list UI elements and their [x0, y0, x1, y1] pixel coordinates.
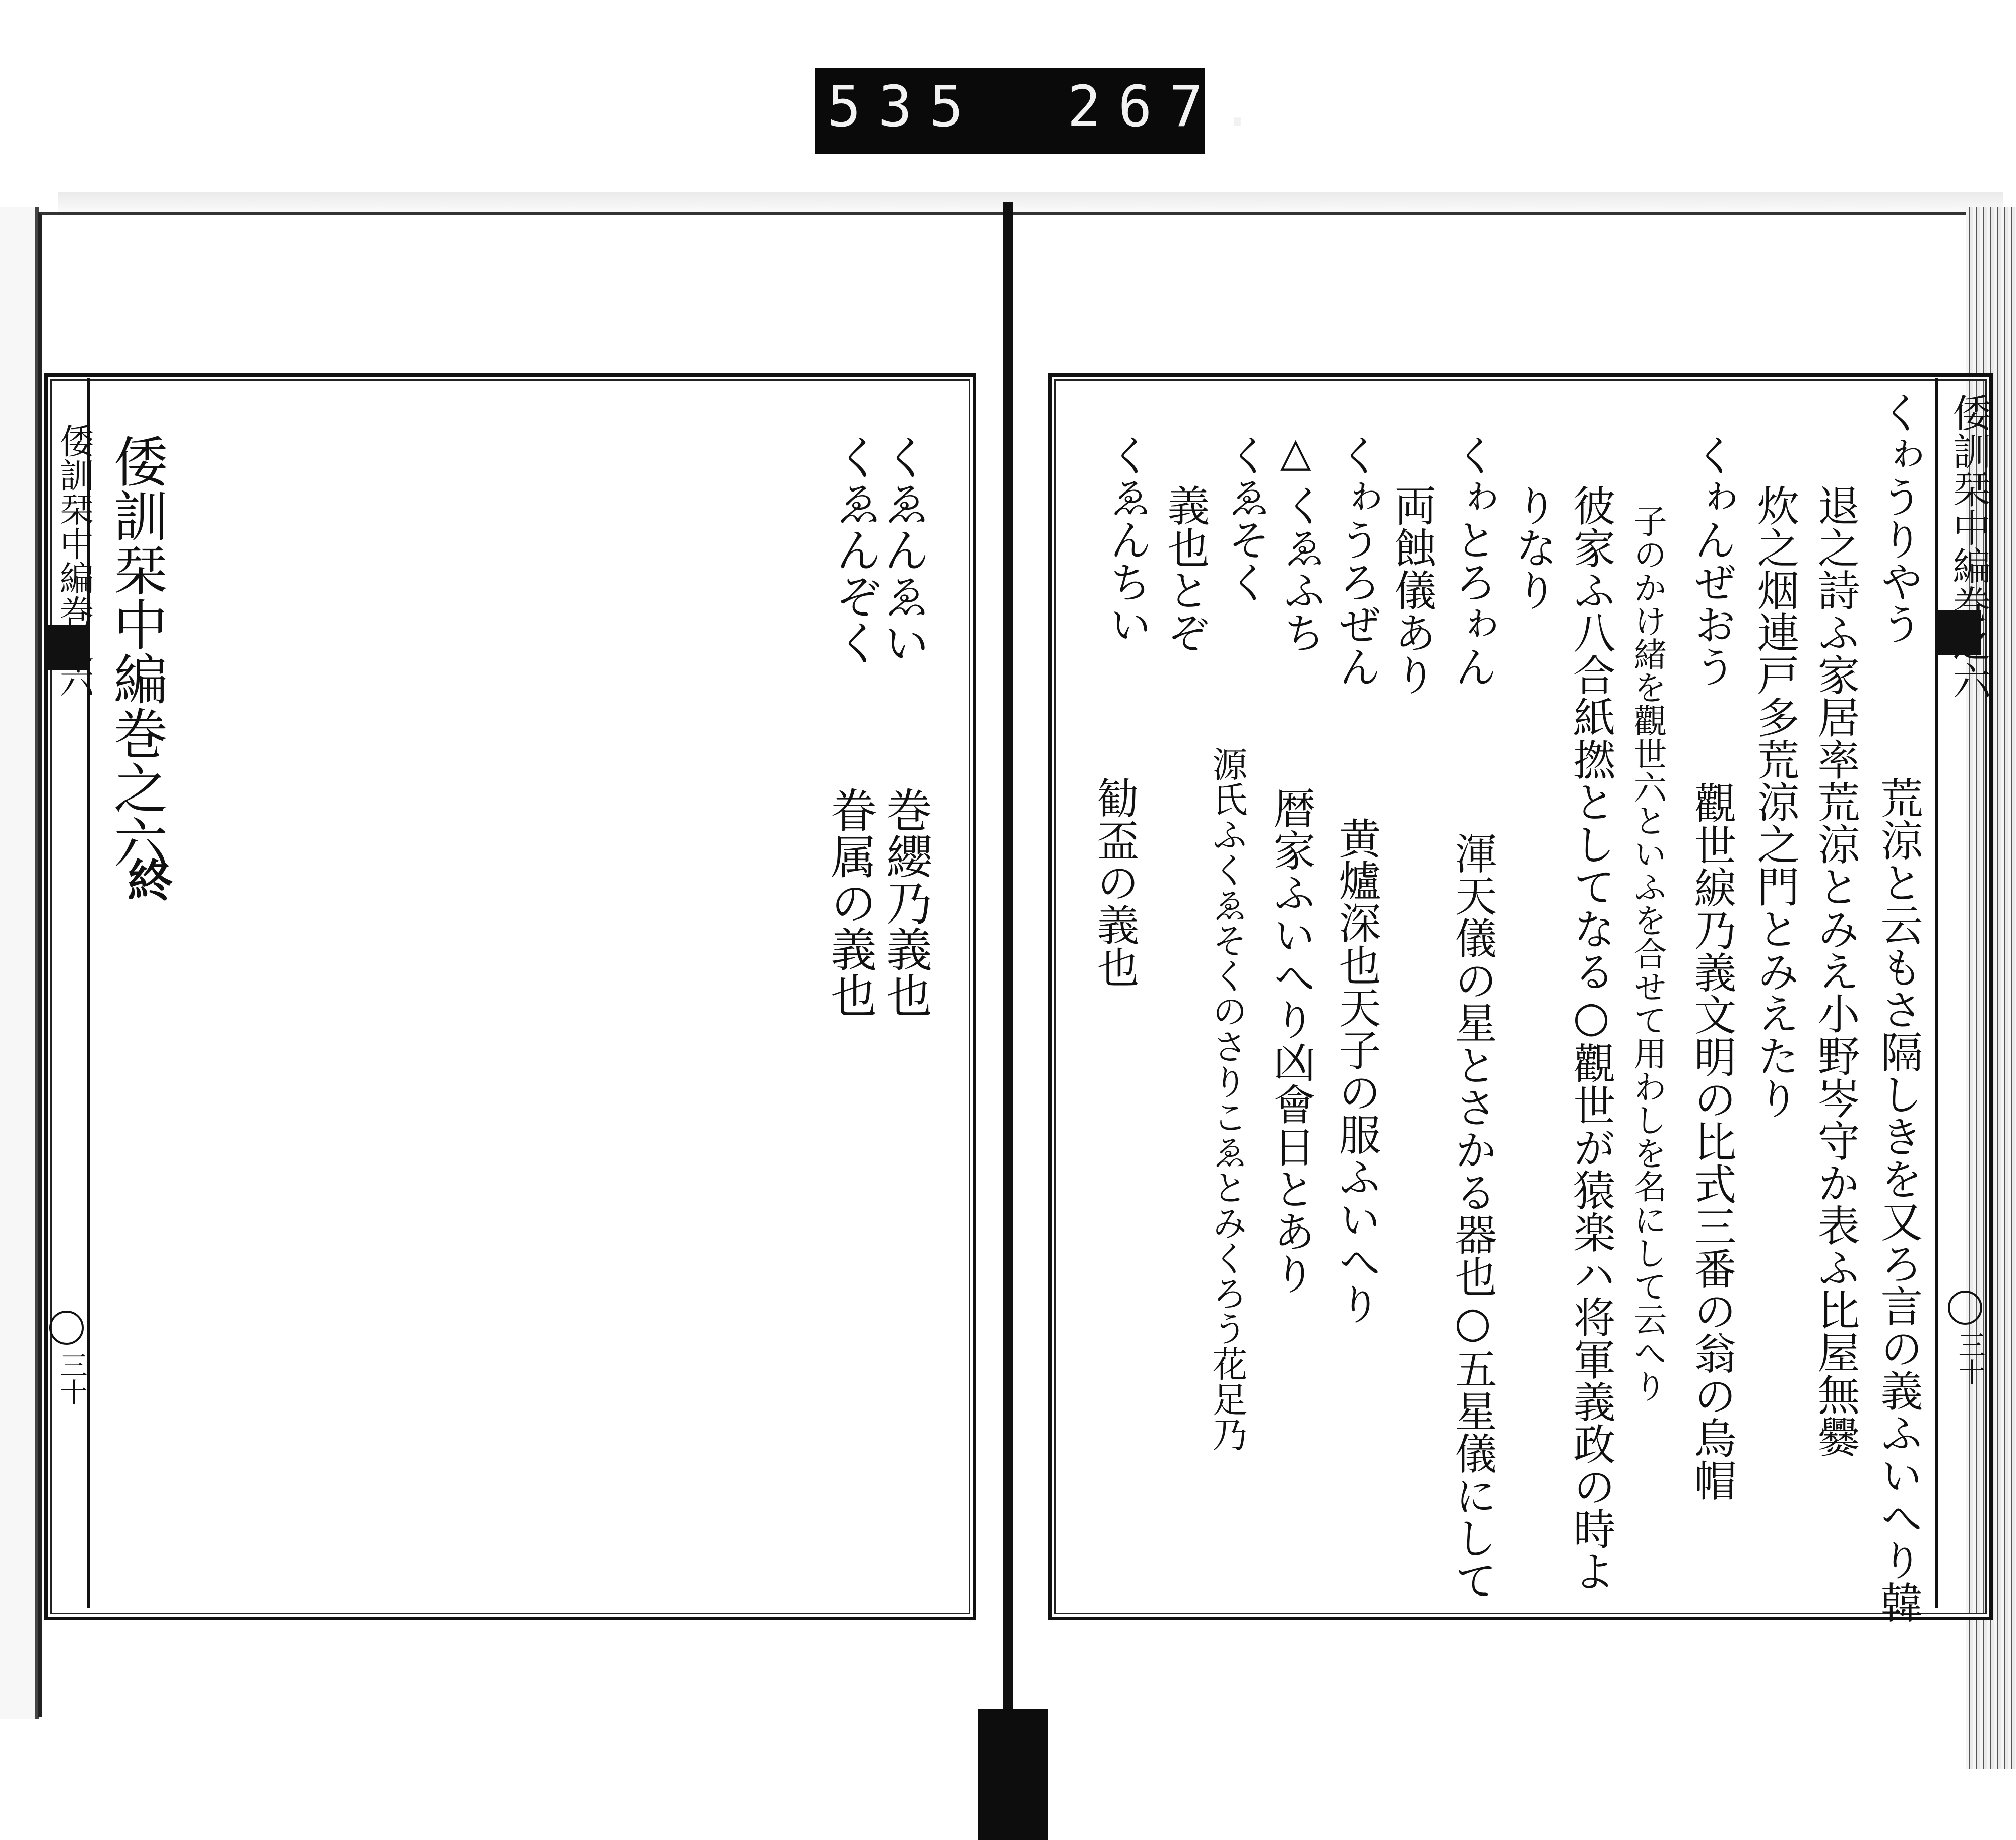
right-col-11: 渾天儀の星とさかる器也○五星儀にして — [1448, 832, 1497, 1601]
right-hashira-page-number: 三十 — [1954, 1331, 1986, 1385]
right-col-8: 彼家ふ八合紙撚としてなる○觀世が猿楽ハ将軍義政の時よ — [1566, 484, 1616, 1592]
left-col-gloss-2: 眷属の義也 — [823, 786, 877, 1018]
left-col-end-mark: 終 — [119, 857, 173, 902]
right-col-2: 荒涼と云もさ隔しきを又ろ言の義ふいへり韓 — [1874, 776, 1923, 1623]
left-hashira-circle-icon — [49, 1311, 84, 1345]
right-col-6: 觀世綟乃義文明の比式三番の翁の烏帽 — [1687, 781, 1737, 1501]
spine-clip — [978, 1709, 1048, 1840]
right-col-1: くゎうりやう — [1874, 391, 1923, 645]
right-col-9: りなり — [1508, 484, 1558, 611]
left-hashira-page-number: 三十 — [56, 1351, 88, 1405]
right-col-20: くゑんちい — [1103, 434, 1152, 645]
right-col-14: 黄爐深也天子の服ふいへり — [1332, 817, 1381, 1325]
right-col-15: くゑふち — [1277, 484, 1326, 653]
right-col-3: 退之詩ふ家居率荒涼とみえ小野岑守か表ふ比屋無爨 — [1811, 484, 1860, 1458]
right-hashira-circle-icon — [1948, 1291, 1982, 1325]
right-col-10: くゎとろゎん — [1448, 434, 1497, 688]
left-col-gloss-1: 巻纓乃義也 — [878, 786, 932, 1018]
right-col-7: 子のかけ緒を觀世六といふを合せて用わしを名にして云へり — [1628, 504, 1667, 1402]
right-col-16: 暦家ふいへり凶會日とあり — [1267, 786, 1316, 1295]
left-col-headword-1: くゑんゑい — [876, 434, 930, 665]
right-col-13: くゎうろぜん — [1332, 434, 1381, 688]
right-hashira-title: 倭訓栞中編巻之六 — [1946, 393, 1991, 700]
right-col-21: 勧盃の義也 — [1090, 776, 1140, 988]
archive-number-left: 535 — [827, 74, 981, 140]
archive-number-right: 267. — [1067, 74, 1272, 140]
archive-number-label — [815, 68, 1272, 154]
scan-shadow — [58, 192, 2003, 212]
right-col-19: 義也とぞ — [1161, 484, 1210, 653]
right-col-12: 両蝕儀あり — [1388, 484, 1437, 696]
left-hashira-title: 倭訓栞中編巻之六 — [54, 423, 94, 698]
book-spine — [1003, 202, 1013, 1835]
left-col-headword-2: くゑんぞく — [828, 434, 882, 665]
right-col-17: くゑそく — [1221, 434, 1271, 603]
right-col-4: 炊之烟連戸多荒涼之門とみえたり — [1750, 484, 1800, 1119]
left-col-volume-end-title: 倭訓栞中編巻之六 — [104, 434, 167, 869]
triangle-mark-icon: △ — [1280, 428, 1311, 475]
right-col-18: 源氏ふくゑそくのさりこゑとみくろう花足乃 — [1207, 746, 1248, 1452]
right-col-5: くゎんぜおう — [1687, 434, 1737, 688]
left-page-edge — [0, 207, 39, 1719]
